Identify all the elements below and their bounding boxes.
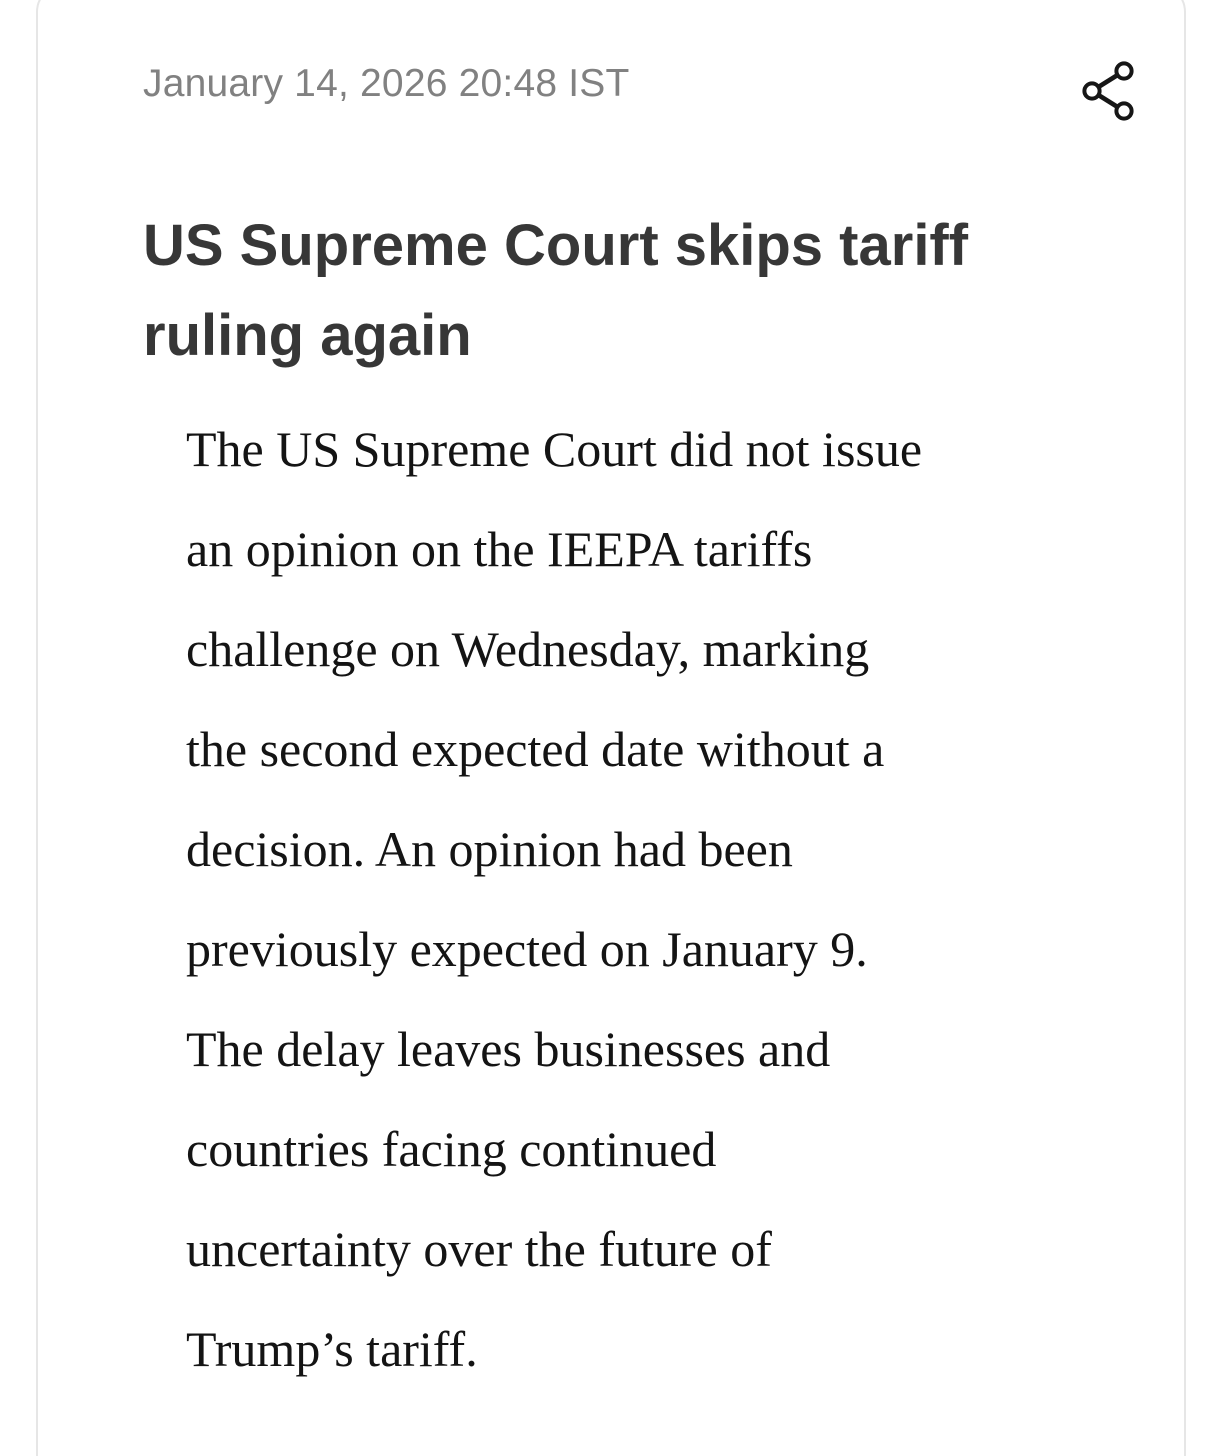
article-body-line: uncertainty over the future of <box>186 1221 772 1277</box>
share-icon <box>1081 60 1135 122</box>
article-body-line: The US Supreme Court did not issue <box>186 421 923 477</box>
article-title-line: ruling again <box>143 303 472 368</box>
article-timestamp: January 14, 2026 20:48 IST <box>143 62 630 105</box>
share-button[interactable] <box>1076 56 1140 126</box>
article-body-line: challenge on Wednesday, marking <box>186 621 870 677</box>
article-card <box>36 0 1186 1456</box>
article-body-line: the second expected date without a <box>186 721 885 777</box>
article-body-line: countries facing continued <box>186 1121 717 1177</box>
article-body-line: Trump’s tariff. <box>186 1321 478 1377</box>
article-body-line: decision. An opinion had been <box>186 821 793 877</box>
article-body-line: previously expected on January 9. <box>186 921 868 977</box>
article-title-line: US Supreme Court skips tariff <box>143 213 969 278</box>
article-body <box>186 399 1126 1399</box>
article-body-line: The delay leaves businesses and <box>186 1021 831 1077</box>
article-body-line: an opinion on the IEEPA tariffs <box>186 521 813 577</box>
article-title <box>143 201 1103 381</box>
